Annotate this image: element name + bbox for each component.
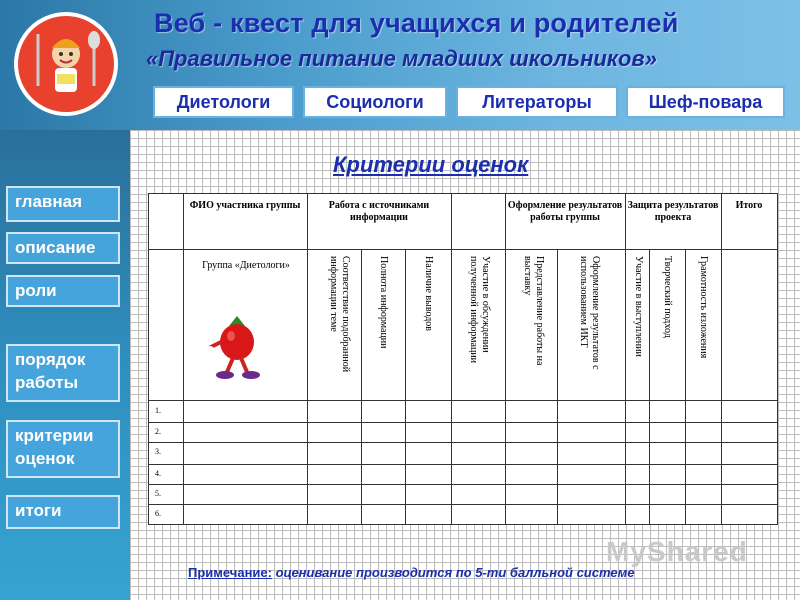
- row-number: 1.: [155, 406, 161, 415]
- row-number: 4.: [155, 469, 161, 478]
- tab-dietologi[interactable]: Диетологи: [153, 86, 294, 118]
- header-design: Оформление результатов работы группы: [507, 200, 623, 223]
- sidebar: [0, 130, 130, 600]
- page-subtitle: «Правильное питание младших школьников»: [146, 46, 657, 71]
- subcriterion-ict: Оформление результатов с использованием ИКТ: [578, 256, 601, 370]
- chef-logo: [14, 12, 118, 116]
- header-fio: ФИО участника группы: [189, 200, 301, 211]
- subcriterion-discussion: Участие в обсуждении полученной информации: [468, 256, 491, 364]
- page-title: Веб - квест для учащихся и родителей: [154, 8, 679, 38]
- sidebar-item-roles[interactable]: роли: [6, 275, 120, 307]
- subcriterion-presentation: Участие в выступлении: [633, 256, 644, 357]
- header-total: Итого: [735, 200, 763, 211]
- tab-sociologi[interactable]: Социологи: [303, 86, 447, 118]
- tab-shef-povara[interactable]: Шеф-повара: [626, 86, 785, 118]
- sidebar-item-criteria[interactable]: критерии оценок: [6, 420, 120, 478]
- sidebar-item-results[interactable]: итоги: [6, 495, 120, 529]
- chef-boy-icon: [26, 24, 106, 104]
- subcriterion-creative: Творческий подход: [662, 256, 673, 338]
- footnote-text: оценивание производится по 5-ти балльной системе: [271, 565, 635, 580]
- subcriterion-completeness: Полнота информации: [378, 256, 389, 349]
- sidebar-item-home[interactable]: главная: [6, 186, 120, 222]
- tomato-mascot-icon: [207, 312, 267, 382]
- subcriterion-literacy: Грамотность изложения: [698, 256, 709, 359]
- row-number: 5.: [155, 489, 161, 498]
- criteria-table: [148, 193, 778, 525]
- watermark: MyShared: [606, 536, 748, 567]
- footnote: [188, 565, 634, 580]
- tab-literatory[interactable]: Литераторы: [456, 86, 618, 118]
- subcriterion-conclusions: Наличие выводов: [423, 256, 434, 332]
- sidebar-item-workflow[interactable]: порядок работы: [6, 344, 120, 402]
- sidebar-item-description[interactable]: описание: [6, 232, 120, 264]
- row-number: 3.: [155, 447, 161, 456]
- group-label: Группа «Диетологи»: [202, 260, 290, 271]
- header-banner: [0, 0, 800, 130]
- subcriterion-exhibition: Представление работы на выставку: [522, 256, 545, 366]
- subcriterion-relevance: Соответствие подобранной информации теме: [328, 256, 351, 373]
- row-number: 2.: [155, 427, 161, 436]
- row-number: 6.: [155, 509, 161, 518]
- footnote-label: Примечание:: [188, 565, 272, 580]
- criteria-title: Критерии оценок: [333, 152, 529, 177]
- header-defense: Защита результатов проекта: [627, 200, 719, 223]
- header-sources: Работа с источниками информации: [328, 200, 430, 223]
